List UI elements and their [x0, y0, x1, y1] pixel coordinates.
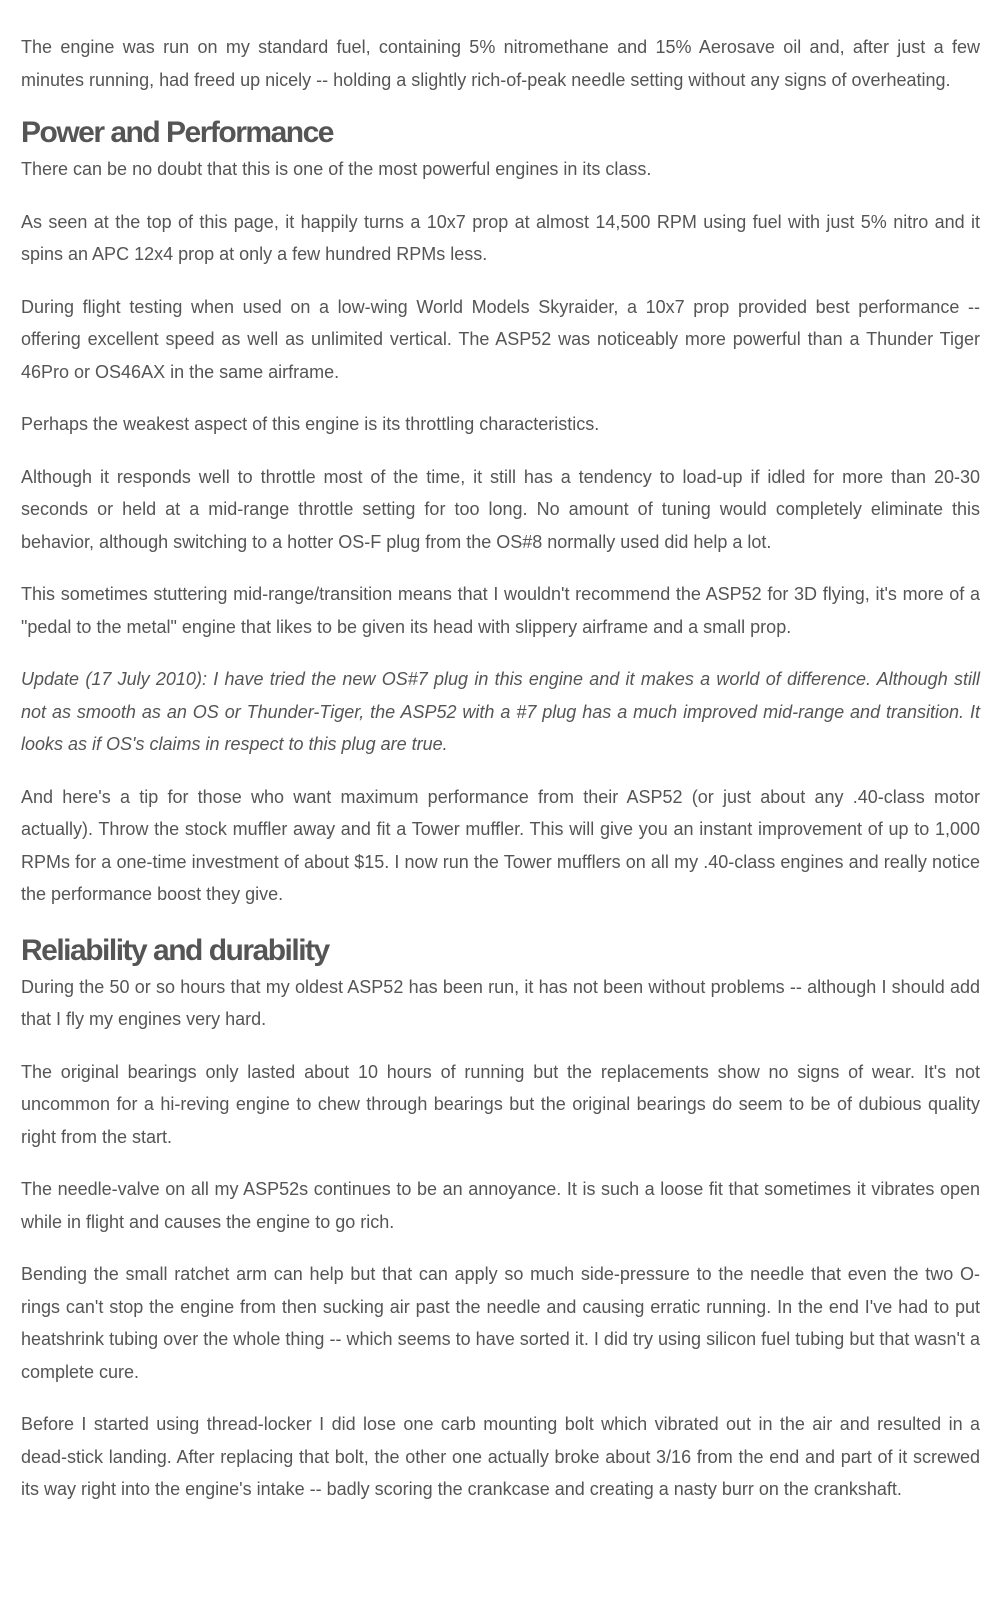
- paragraph: The needle-valve on all my ASP52s continues to be an annoyance. It is such a loose fit that sometimes it vibrates open while in flight and causes the engine to go rich.: [21, 1179, 980, 1232]
- paragraph: During flight testing when used on a low-wing World Models Skyraider, a 10x7 prop provided best performance -- offering excellent speed as well as unlimited vertical. The ASP52 was noticeably more powerful than a Thunder Tiger 46Pro or OS46AX in the same airframe.: [21, 296, 980, 382]
- intro-paragraph: The engine was run on my standard fuel, containing 5% nitromethane and 15% Aerosave oil and, after just a few minutes running, had freed up nicely -- holding a slightly rich-of-peak needle setting without any signs of overheating.: [21, 37, 980, 90]
- paragraph: Before I started using thread-locker I did lose one carb mounting bolt which vibrated out in the air and resulted in a dead-stick landing. After replacing that bolt, the other one actually broke about 3/16 from the end and part of it screwed its way right into the engine's intake -- badly scoring the crankcase and creating a nasty burr on the crankshaft.: [21, 1414, 980, 1499]
- article-body: [21, 31, 980, 1526]
- paragraph: There can be no doubt that this is one of the most powerful engines in its class.: [21, 159, 652, 179]
- section-heading-reliability-durability: Reliability and durability: [21, 933, 329, 967]
- paragraph: Perhaps the weakest aspect of this engine is its throttling characteristics.: [21, 414, 600, 434]
- update-note-paragraph: Update (17 July 2010): I have tried the new OS#7 plug in this engine and it makes a world of difference. Although still not as smooth as an OS or Thunder-Tiger, the ASP52 with a #7 plug has a much improved mid-range and transition. It looks as if OS's claims in respect to this plug are true.: [21, 669, 980, 754]
- paragraph: This sometimes stuttering mid-range/transition means that I wouldn't recommend the ASP52 for 3D flying, it's more of a "pedal to the metal" engine that likes to be given its head with slippery airframe and a small prop.: [21, 584, 980, 637]
- paragraph: The original bearings only lasted about 10 hours of running but the replacements show no signs of wear. It's not uncommon for a hi-reving engine to chew through bearings but the original bearings do seem to be of dubious quality right from the start.: [21, 1061, 980, 1147]
- paragraph: During the 50 or so hours that my oldest ASP52 has been run, it has not been without problems -- although I should add that I fly my engines very hard.: [21, 976, 980, 1029]
- paragraph: As seen at the top of this page, it happily turns a 10x7 prop at almost 14,500 RPM using fuel with just 5% nitro and it spins an APC 12x4 prop at only a few hundred RPMs less.: [21, 211, 980, 264]
- section-heading-power-performance: Power and Performance: [21, 116, 333, 149]
- paragraph: Although it responds well to throttle most of the time, it still has a tendency to load-up if idled for more than 20-30 seconds or held at a mid-range throttle setting for too long. No amount of tuning would completely eliminate this behavior, although switching to a hotter OS-F plug from the OS#8 normally used did help a lot.: [21, 466, 980, 552]
- paragraph: Bending the small ratchet arm can help but that can apply so much side-pressure to the needle that even the two O-rings can't stop the engine from then sucking air past the needle and causing erratic running. In the end I've had to put heatshrink tubing over the whole thing -- which seems to have sorted it. I did try using silicon fuel tubing but that wasn't a complete cure.: [21, 1264, 980, 1382]
- paragraph: And here's a tip for those who want maximum performance from their ASP52 (or just about any .40-class motor actually). Throw the stock muffler away and fit a Tower muffler. This will give you an instant improvement of up to 1,000 RPMs for a one-time investment of about $15. I now run the Tower mufflers on all my .40-class engines and really notice the performance boost they give.: [21, 786, 980, 904]
